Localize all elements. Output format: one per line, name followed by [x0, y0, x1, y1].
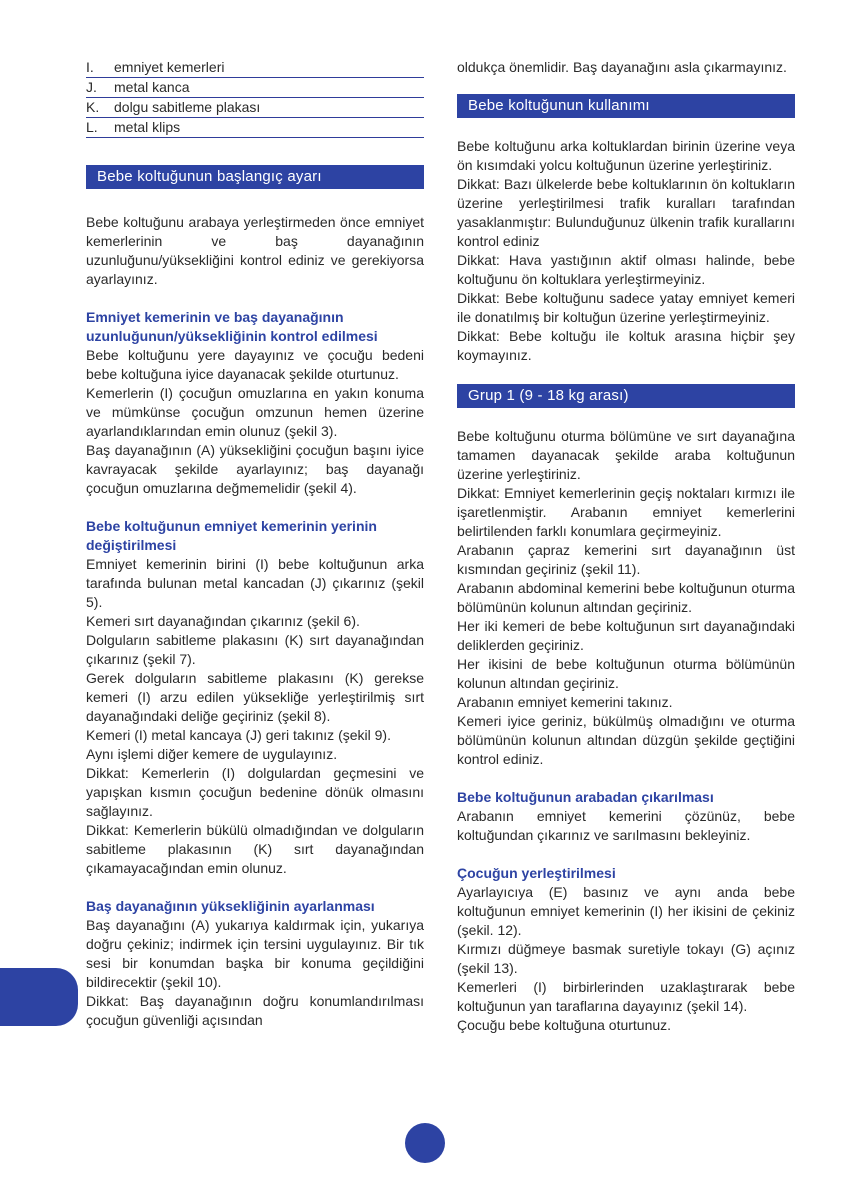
parts-list [86, 58, 424, 138]
paragraph: Baş dayanağını (A) yukarıya kaldırmak için, yukarıya doğru çekiniz; indirmek için tersini uygulayınız. Bir tık sesi bir konumdan başka bir konuma geçildiğini bildirecektir (şekil 10). [86, 917, 424, 990]
parts-list-item [86, 78, 424, 98]
spacer [457, 408, 795, 427]
paragraph: Kemeri iyice geriniz, bükülmüş olmadığını ve oturma bölümünün kolunun altından düzgün şekilde geçtiğini kontrol ediniz. [457, 713, 795, 767]
paragraph: Arabanın emniyet kemerini çözünüz, bebe koltuğundan çıkarınız ve sarılmasını bekleyiniz. [457, 808, 795, 843]
part-letter: L. [86, 119, 98, 135]
subheading-placing-child: Çocuğun yerleştirilmesi [457, 865, 616, 881]
paragraph: Arabanın emniyet kemerini takınız. [457, 694, 673, 710]
paragraph: Dikkat: Bebe koltuğu ile koltuk arasına hiçbir şey koymayınız. [457, 328, 795, 363]
paragraph: Her iki kemeri de bebe koltuğunun sırt dayanağındaki deliklerden geçiriniz. [457, 618, 795, 653]
spacer [86, 289, 424, 308]
parts-list-item [86, 98, 424, 118]
spacer [457, 845, 795, 864]
part-name: emniyet kemerleri [114, 59, 225, 75]
part-name: metal klips [114, 119, 181, 135]
part-name: dolgu sabitleme plakası [114, 99, 261, 115]
paragraph: Ayarlayıcıya (E) basınız ve aynı anda bebe koltuğunun emniyet kemerinin (I) her ikisini de çekiniz (şekil. 12). [457, 884, 795, 938]
paragraph: Dikkat: Bazı ülkelerde bebe koltuklarının ön koltukların üzerine yerleştirilmesi trafik kuralları tarafından yasaklanmıştır: Bulunduğunuz ülkenin trafik kurallarını kontrol ediniz [457, 176, 795, 249]
right-column [457, 58, 795, 1035]
section-title-group-1: Grup 1 (9 - 18 kg arası) [457, 384, 795, 408]
paragraph: Dikkat: Baş dayanağının doğru konumlandırılması çocuğun güvenliği açısından [86, 993, 424, 1028]
paragraph: Baş dayanağının (A) yüksekliğini çocuğun başını iyice kavrayacak şekilde ayarlayınız; baş dayanağı çocuğun omuzlarına değmemelidir (şekil 4). [86, 442, 424, 496]
paragraph: Arabanın çapraz kemerini sırt dayanağının üst kısmından geçiriniz (şekil 11). [457, 542, 795, 577]
paragraph: Bebe koltuğunu yere dayayınız ve çocuğu bedeni bebe koltuğuna iyice dayanacak şekilde oturtunuz. [86, 347, 424, 382]
paragraph: Kemerlerin (I) çocuğun omuzlarına en yakın konuma ve mümkünse çocuğun omzunun hemen üzerine ayarlandıklarından emin olunuz (şekil 3). [86, 385, 424, 439]
paragraph: Kırmızı düğmeye basmak suretiyle tokayı (G) açınız (şekil 13). [457, 941, 795, 976]
spacer [457, 118, 795, 137]
paragraph: oldukça önemlidir. Baş dayanağını asla çıkarmayınız. [457, 59, 787, 75]
paragraph: Emniyet kemerinin birini (I) bebe koltuğunun arka tarafında bulunan metal kancadan (J) çıkarınız (şekil 5). [86, 556, 424, 610]
parts-list-item [86, 118, 424, 138]
paragraph: Arabanın abdominal kemerini bebe koltuğunun oturma bölümünün kolunun altından geçiriniz. [457, 580, 795, 615]
spacer [86, 498, 424, 517]
paragraph: Bebe koltuğunu oturma bölümüne ve sırt dayanağına tamamen dayanacak şekilde araba koltuğunun üzerine yerleştiriniz. [457, 428, 795, 482]
page-number-marker [405, 1123, 445, 1163]
paragraph: Dikkat: Hava yastığının aktif olması halinde, bebe koltuğunu ön koltuklara yerleştirmeyiniz. [457, 252, 795, 287]
spacer [86, 878, 424, 897]
paragraph: Her ikisini de bebe koltuğunun oturma bölümünün kolunun altından geçiriniz. [457, 656, 795, 691]
paragraph: Dikkat: Kemerlerin bükülü olmadığından ve dolguların sabitleme plakasının (K) sırt dayanağından çıkamayacağından emin olunuz. [86, 822, 424, 876]
parts-list-item [86, 58, 424, 78]
subheading-change-belt: Bebe koltuğunun emniyet kemerinin yerinin değiştirilmesi [86, 518, 377, 553]
paragraph: Kemerleri (I) birbirlerinden uzaklaştırarak bebe koltuğunun yan taraflarına dayayınız (şekil 14). [457, 979, 795, 1014]
subheading-headrest: Baş dayanağının yüksekliğinin ayarlanması [86, 898, 375, 914]
paragraph: Gerek dolguların sabitleme plakasını (K) gerekse kemeri (I) arzu edilen yüksekliğe yerleştirilmiş sırt dayanağındaki deliğe geçiriniz (şekil 8). [86, 670, 424, 724]
paragraph: Bebe koltuğunu arka koltuklardan birinin üzerine veya ön kısımdaki yolcu koltuğunun üzerine yerleştiriniz. [457, 138, 795, 173]
section-title-usage: Bebe koltuğunun kullanımı [457, 94, 795, 118]
part-letter: K. [86, 99, 100, 115]
page-edge-tab [0, 968, 78, 1026]
paragraph: Bebe koltuğunu arabaya yerleştirmeden önce emniyet kemerlerinin ve baş dayanağının uzunluğunu/yüksekliğini kontrol ediniz ve gerekiyorsa ayarlayınız. [86, 214, 424, 287]
spacer [457, 77, 795, 94]
subheading-removal: Bebe koltuğunun arabadan çıkarılması [457, 789, 714, 805]
paragraph: Dikkat: Kemerlerin (I) dolgulardan geçmesini ve yapışkan kısmın çocuğun bedenine dönük olmasını sağlayınız. [86, 765, 424, 819]
section-title-initial-setup: Bebe koltuğunun başlangıç ayarı [86, 165, 424, 189]
paragraph: Dolguların sabitleme plakasını (K) sırt dayanağından çıkarınız (şekil 7). [86, 632, 424, 667]
paragraph: Dikkat: Bebe koltuğunu sadece yatay emniyet kemeri ile donatılmış bir koltuğun üzerine yerleştirmeyiniz. [457, 290, 795, 325]
part-letter: I. [86, 59, 94, 75]
subheading-check: Emniyet kemerinin ve baş dayanağının uzunluğunun/yüksekliğinin kontrol edilmesi [86, 309, 378, 344]
spacer [457, 365, 795, 384]
paragraph: Dikkat: Emniyet kemerlerinin geçiş noktaları kırmızı ile işaretlenmiştir. Arabanın emniyet kemerlerini belirtilenden farklı konumlara geçirmeyiniz. [457, 485, 795, 539]
paragraph: Kemeri (I) metal kancaya (J) geri takınız (şekil 9). [86, 727, 391, 743]
spacer [457, 769, 795, 788]
part-letter: J. [86, 79, 97, 95]
paragraph: Kemeri sırt dayanağından çıkarınız (şekil 6). [86, 613, 360, 629]
paragraph: Aynı işlemi diğer kemere de uygulayınız. [86, 746, 338, 762]
paragraph: Çocuğu bebe koltuğuna oturtunuz. [457, 1017, 672, 1033]
left-column [86, 58, 424, 1030]
part-name: metal kanca [114, 79, 190, 95]
spacer [86, 205, 424, 213]
